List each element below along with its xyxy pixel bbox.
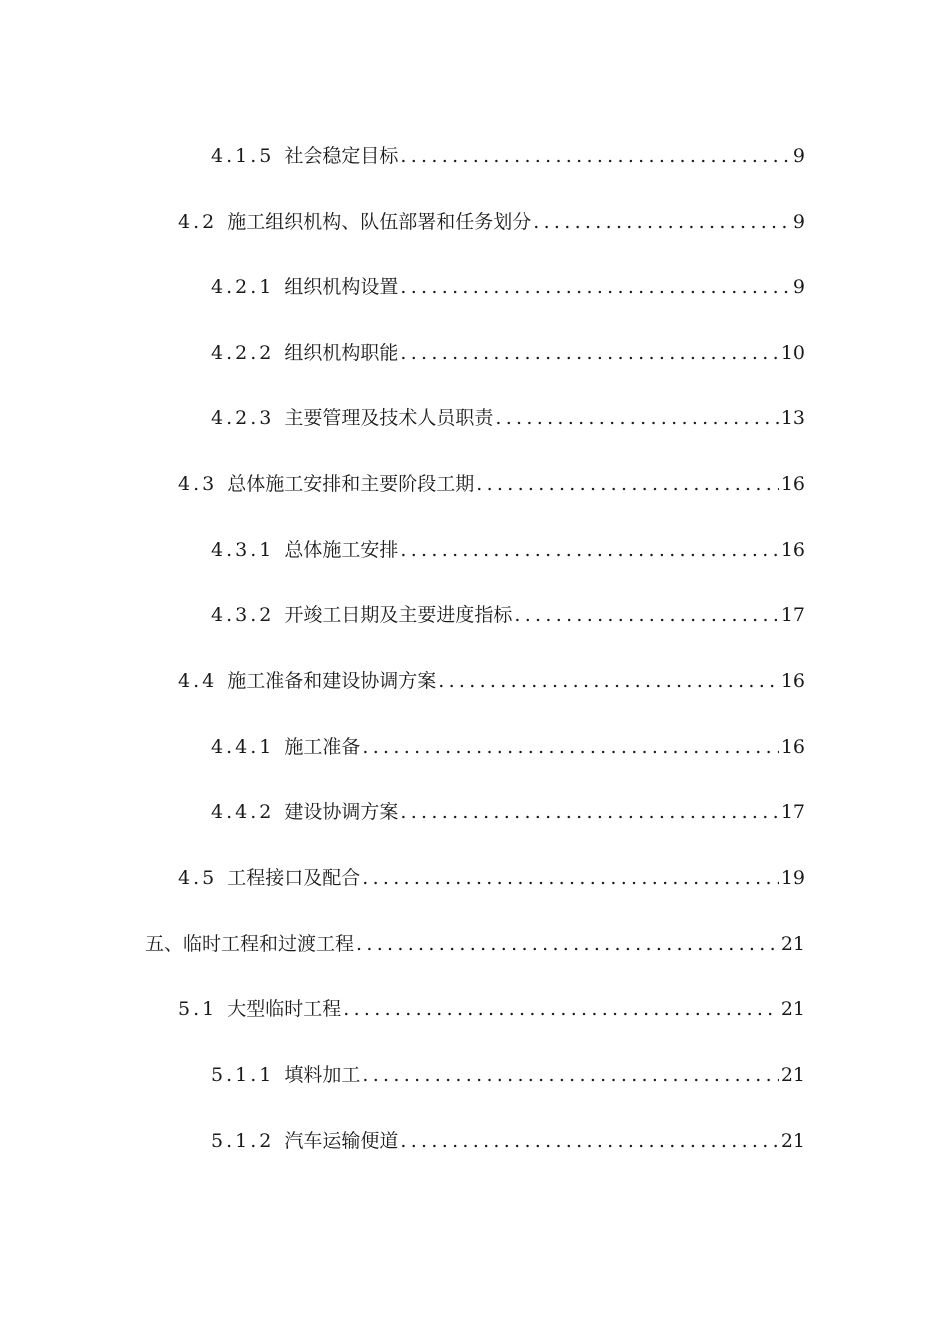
toc-entry-page: 9	[792, 211, 805, 233]
toc-entry-page: 9	[792, 276, 805, 298]
toc-entry[interactable]	[0, 1055, 950, 1087]
toc-entry[interactable]	[0, 202, 950, 234]
toc-entry-title: 施工组织机构、队伍部署和任务划分	[227, 211, 532, 233]
toc-entry[interactable]	[0, 530, 950, 562]
toc-entry-page: 13	[780, 407, 805, 429]
toc-entry[interactable]	[0, 136, 950, 168]
toc-entry[interactable]	[0, 727, 950, 759]
toc-dot-leader	[514, 603, 778, 627]
toc-entry-number: 4.4.1	[211, 736, 275, 758]
toc-dot-leader	[362, 866, 779, 890]
toc-entry-number: 4.3	[178, 473, 218, 495]
toc-entry-number: 4.3.2	[211, 604, 275, 626]
toc-dot-leader	[400, 538, 778, 562]
toc-entry-title: 五、临时工程和过渡工程	[145, 933, 355, 955]
toc-entry-number: 4.2.1	[211, 276, 275, 298]
toc-entry-title: 填料加工	[284, 1064, 361, 1086]
toc-entry-number: 4.2.2	[211, 342, 275, 364]
toc-dot-leader	[400, 275, 791, 299]
toc-entry-title: 组织机构职能	[284, 342, 399, 364]
toc-entry-title: 主要管理及技术人员职责	[284, 407, 494, 429]
toc-entry-page: 16	[780, 670, 805, 692]
toc-entry-title: 汽车运输便道	[284, 1130, 399, 1152]
toc-dot-leader	[400, 144, 791, 168]
toc-dot-leader	[533, 210, 791, 234]
toc-entry-title: 开竣工日期及主要进度指标	[284, 604, 513, 626]
toc-entry[interactable]	[0, 595, 950, 627]
toc-dot-leader	[362, 735, 778, 759]
toc-dot-leader	[362, 1063, 778, 1087]
toc-entry-page: 21	[780, 1130, 805, 1152]
toc-entry[interactable]	[0, 1121, 950, 1153]
toc-entry-number: 5.1.2	[211, 1130, 275, 1152]
toc-entry[interactable]	[0, 333, 950, 365]
toc-entry-page: 16	[780, 736, 805, 758]
toc-entry-title: 总体施工安排	[284, 539, 399, 561]
toc-entry-number: 4.4.2	[211, 801, 275, 823]
toc-entry-title: 建设协调方案	[284, 801, 399, 823]
toc-entry-number: 5.1	[178, 998, 218, 1020]
toc-entry-page: 16	[780, 539, 805, 561]
toc-entry[interactable]	[0, 267, 950, 299]
toc-entry-number: 4.3.1	[211, 539, 275, 561]
toc-entry-page: 16	[780, 473, 805, 495]
toc-entry-page: 21	[780, 998, 805, 1020]
toc-entry[interactable]	[0, 661, 950, 693]
toc-entry-page: 10	[780, 342, 805, 364]
toc-dot-leader	[343, 997, 779, 1021]
toc-dot-leader	[400, 341, 778, 365]
toc-entry-number: 4.4	[178, 670, 218, 692]
toc-dot-leader	[476, 472, 779, 496]
toc-dot-leader	[356, 932, 779, 956]
toc-entry-page: 21	[780, 1064, 805, 1086]
toc-entry[interactable]	[0, 989, 950, 1021]
toc-entry-title: 组织机构设置	[284, 276, 399, 298]
toc-entry[interactable]	[0, 858, 950, 890]
toc-entry-number: 4.2.3	[211, 407, 275, 429]
toc-entry[interactable]	[0, 924, 950, 956]
toc-entry-number: 4.5	[178, 867, 218, 889]
toc-dot-leader	[495, 406, 778, 430]
toc-entry-title: 总体施工安排和主要阶段工期	[227, 473, 475, 495]
toc-entry[interactable]	[0, 398, 950, 430]
toc-entry-page: 21	[780, 933, 805, 955]
toc-entry-page: 17	[780, 604, 805, 626]
toc-entry[interactable]	[0, 792, 950, 824]
toc-entry-page: 9	[792, 145, 805, 167]
toc-entry-page: 17	[780, 801, 805, 823]
toc-entry-title: 施工准备和建设协调方案	[227, 670, 437, 692]
toc-entry-title: 施工准备	[284, 736, 361, 758]
toc-entry-number: 4.1.5	[211, 145, 275, 167]
toc-entry[interactable]	[0, 464, 950, 496]
toc-dot-leader	[400, 800, 778, 824]
toc-dot-leader	[400, 1129, 778, 1153]
toc-entry-number: 5.1.1	[211, 1064, 275, 1086]
toc-entry-title: 大型临时工程	[227, 998, 342, 1020]
toc-entry-page: 19	[780, 867, 805, 889]
toc-dot-leader	[438, 669, 779, 693]
toc-entry-number: 4.2	[178, 211, 218, 233]
toc-entry-title: 工程接口及配合	[227, 867, 361, 889]
toc-entry-title: 社会稳定目标	[284, 145, 399, 167]
